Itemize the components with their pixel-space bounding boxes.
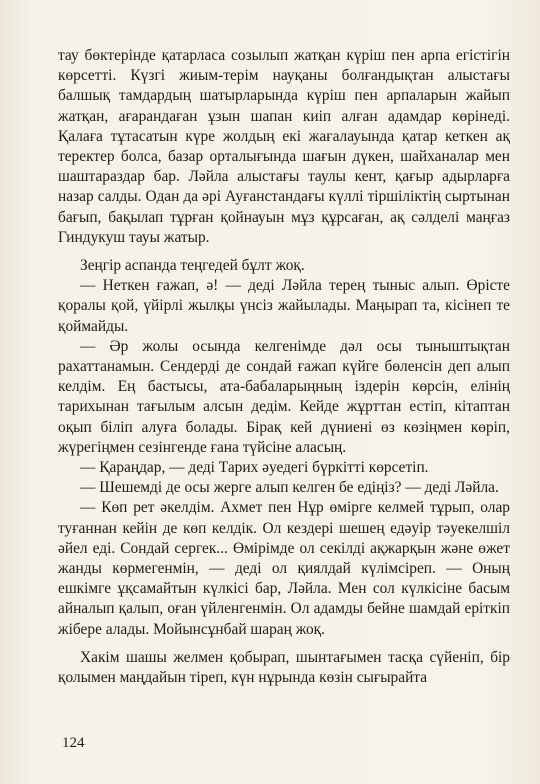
paragraph-1: тау бөктерінде қатарласа созылып жатқан күріш пен арпа егістігін көрсетті. Күзгі жиым-терім науқаны болғандықтан алыстағы балшық тамдардың шатырларында күріш пен арпаларын жайып жатқан, ағарандаған ұзын шапан киіп алған адамдар көрінеді. Қалаға тұтасатын күре жолдың екі жағалауында қатар кеткен ақ теректер болса, базар орталығында шағын дүкен, шайханалар мен шаштараздар бар. Ләйла алыстағы таулы кент, қағыр адырларға назар салды. Одан да әрі Ауғанстандағы күллі тіршіліктің сыртынан бағып, бақылап тұрған қойнауын мұз құрсаған, ақ сәлделі маңғаз Гиндукуш тауы жатыр. (58, 47, 510, 246)
page-number: 124 (62, 735, 85, 751)
paragraph-7: — Көп рет әкелдім. Ахмет пен Нұр өмірге келмей тұрып, олар туғаннан кейін де көп келдік. Ол кездері шешең едәуір тәуекелшіл әйел еді. Сондай сергек... Өмірімде ол секілді ақжарқын және өжет жанды көрмегенмін, — деді ол қиялдай күлімсіреп. — Оның ешкімге ұқсамайтын күлкісі бар, Ләйла. Мен сол күлкісіне басым айналып қалып, оған үйленгенмін. Ол адамды бейне шамдай еріткіп жібере алады. Мойынсұнбай шараң жоқ. (58, 499, 510, 638)
paragraph-4: — Әр жолы осында келгенімде дәл осы тыныштықтан рахаттанамын. Сендерді де сондай ғажап күйге бөленсін деп алып келдім. Ең бастысы, ата-бабаларыңның іздерін көрсін, елінің тарихынан тағылым алсын дедім. Кейде жұрттан естіп, кітаптан оқып біліп алуға болады. Бірақ кей дүниені өз көзіңмен көріп, жүрегіңмен сезінгенде ғана түйсіне аласың. (58, 337, 510, 456)
paragraph-2: Зеңгір аспанда теңгедей бұлт жоқ. (80, 257, 305, 275)
text-block (58, 46, 510, 688)
paragraph-3: — Неткен ғажап, ә! — деді Ләйла терең тыныс алып. Өрісте қоралы қой, үйірлі жылқы үнсіз жайылады. Маңырап та, кісінеп те қоймайды. (58, 277, 510, 335)
paragraph-5: — Қараңдар, — деді Тарих әуедегі бүркітті көрсетіп. (80, 459, 429, 477)
paragraph-8: Хакім шашы желмен қобырап, шынтағымен тасқа сүйеніп, бір қолымен маңдайын тіреп, күн нұрында көзін сығырайта (58, 648, 510, 687)
paragraph-6: — Шешемді де осы жерге алып келген бе едіңіз? — деді Ләйла. (80, 479, 499, 497)
